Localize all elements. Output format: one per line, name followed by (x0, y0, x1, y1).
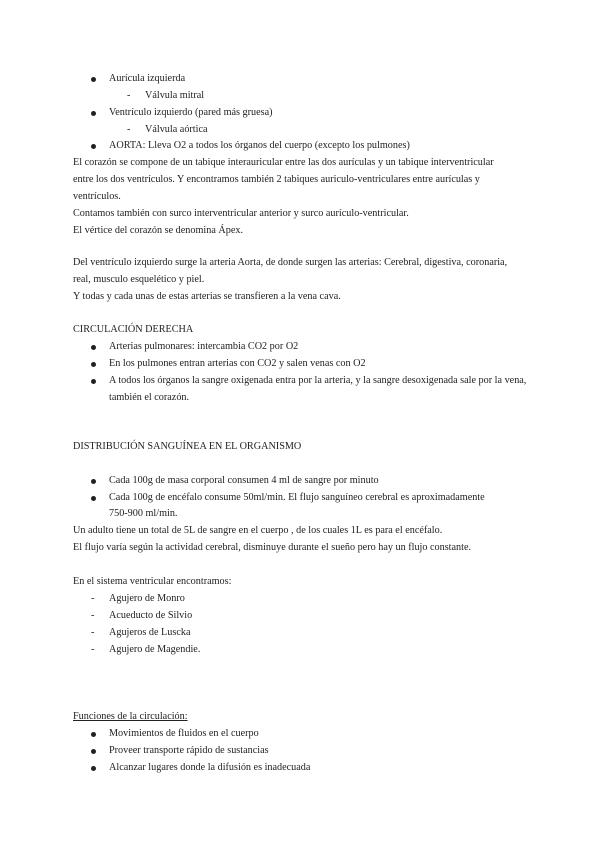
section-heading: CIRCULACIÓN DERECHA (73, 324, 194, 335)
list-item: Agujero de Magendie. (109, 644, 201, 655)
paragraph-line: Y todas y cada unas de estas arterias se transfieren a la vena cava. (73, 291, 341, 302)
section-heading: Funciones de la circulación: (73, 711, 188, 722)
list-item: Alcanzar lugares donde la difusión es inadecuada (109, 762, 311, 773)
bullet-icon (91, 766, 96, 771)
list-item: Ventrículo izquierdo (pared más gruesa) (109, 107, 273, 118)
list-item: Acueducto de Silvio (109, 610, 193, 621)
paragraph-line: real, musculo esquelético y piel. (73, 274, 205, 285)
dash-icon: - (91, 644, 95, 655)
bullet-icon (91, 77, 96, 82)
bullet-icon (91, 479, 96, 484)
list-item: Proveer transporte rápido de sustancias (109, 745, 269, 756)
list-item: AORTA: Lleva O2 a todos los órganos del cuerpo (excepto los pulmones) (109, 140, 410, 151)
paragraph-line: En el sistema ventricular encontramos: (73, 576, 232, 587)
bullet-icon (91, 362, 96, 367)
list-item-continuation: también el corazón. (109, 392, 190, 403)
paragraph-line: El vértice del corazón se denomina Ápex. (73, 225, 244, 236)
list-item: Aurícula izquierda (109, 73, 186, 84)
dash-icon: - (91, 610, 95, 621)
list-item: Agujero de Monro (109, 593, 185, 604)
paragraph-line: ventrículos. (73, 191, 121, 202)
bullet-icon (91, 111, 96, 116)
paragraph-line: Un adulto tiene un total de 5L de sangre en el cuerpo , de los cuales 1L es para el encéfalo. (73, 525, 443, 536)
list-item-continuation: 750-900 ml/min. (109, 508, 178, 519)
bullet-icon (91, 345, 96, 350)
paragraph-line: El corazón se compone de un tabique interauricular entre las dos aurículas y un tabique interventricular (73, 157, 494, 168)
list-item: Agujeros de Luscka (109, 627, 191, 638)
bullet-icon (91, 496, 96, 501)
list-item: Cada 100g de masa corporal consumen 4 ml de sangre por minuto (109, 475, 379, 486)
dash-icon: - (91, 627, 95, 638)
list-item: Arterias pulmonares: intercambia CO2 por O2 (109, 341, 299, 352)
paragraph-line: El flujo varía según la actividad cerebral, disminuye durante el sueño pero hay un flujo constante. (73, 542, 472, 553)
list-item: Cada 100g de encéfalo consume 50ml/min. El flujo sanguíneo cerebral es aproximadamente (109, 492, 485, 503)
list-item: A todos los órganos la sangre oxigenada entra por la arteria, y la sangre desoxigenada sale por la vena, (109, 375, 527, 386)
dash-icon: - (127, 124, 131, 135)
sub-list-item: Válvula aórtica (145, 124, 208, 135)
sub-list-item: Válvula mitral (145, 90, 205, 101)
bullet-icon (91, 732, 96, 737)
paragraph-line: Contamos también con surco interventricular anterior y surco aurículo-ventricular. (73, 208, 409, 219)
bullet-icon (91, 379, 96, 384)
list-item: En los pulmones entran arterias con CO2 y salen venas con O2 (109, 358, 366, 369)
paragraph-line: entre los dos ventrículos. Y encontramos también 2 tabiques auriculo-ventriculares entre aurículas y (73, 174, 480, 185)
paragraph-line: Del ventrículo izquierdo surge la arteria Aorta, de donde surgen las arterias: Cerebral, digestiva, coronaria, (73, 257, 508, 268)
list-item: Movimientos de fluidos en el cuerpo (109, 728, 259, 739)
bullet-icon (91, 144, 96, 149)
dash-icon: - (127, 90, 131, 101)
bullet-icon (91, 749, 96, 754)
dash-icon: - (91, 593, 95, 604)
section-heading: DISTRIBUCIÓN SANGUÍNEA EN EL ORGANISMO (73, 441, 302, 452)
